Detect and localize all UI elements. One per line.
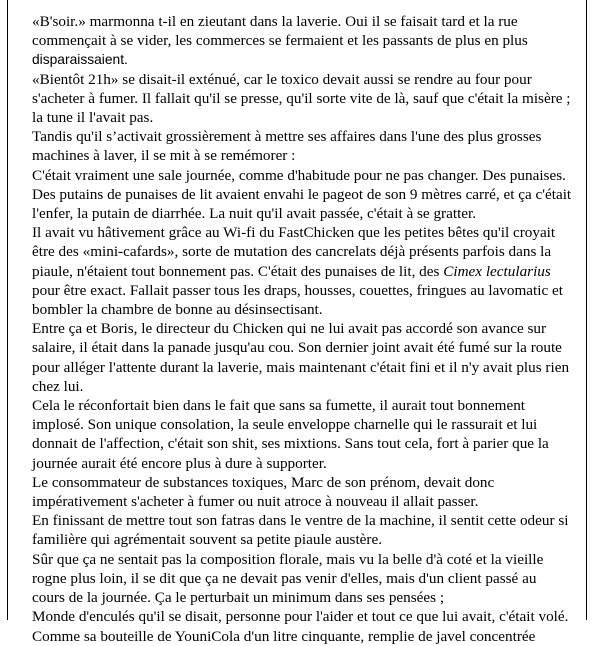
paragraph-5-after: pour être exact. Fallait passer tous les draps, housses, couettes, fringues au lavomatic et bombler la chambre de bonne au désinsectisant. <box>32 281 563 319</box>
species-name: Cimex lectularius <box>443 262 551 280</box>
paragraph-1 <box>32 12 572 70</box>
paragraph-4: C'était vraiment une sale journée, comme d'habitude pour ne pas changer. Des punaises. Des putains de punaises de lit avaient envahi le pageot de son 9 mètres carré, et ça c'était l'enfer, la putain de diarrhée. La nuit qu'il avait passée, c'était à se gratter. <box>32 166 572 223</box>
paragraph-6: Entre ça et Boris, le directeur du Chicken qui ne lui avait pas accordé son avance sur salaire, il était dans la panade jusqu'au cou. Son dernier joint avait été fumé sur la route pour alléger l'attente durant la laverie, mais maintenant c'était fini et il n'y avait plus rien chez lui. <box>32 320 570 395</box>
paragraph-11: Monde d'enculés qu'il se disait, personne pour l'aider et tout ce que lui avait, c'était volé. <box>32 608 569 626</box>
paragraph-3: Tandis qu'il s’activait grossièrement à mettre ses affaires dans l'une des plus grosses machines à laver, il se mit à se remémorer : <box>32 128 542 165</box>
paragraph-5-before: Il avait vu hâtivement grâce au Wi-fi du FastChicken que les petites bêtes qu'il croyait être des «mini-cafards», sorte de mutation des cancrelats déjà présents parfois dans la piaule, n'étaient tout bonnement pas. C'était des punaises de lit, des <box>32 224 556 280</box>
document-body <box>32 12 572 646</box>
paragraph-9: En finissant de mettre tout son fatras dans le ventre de la machine, il sentit cette odeur si familière qui agrémentait souvent sa petite piaule austère. <box>32 512 569 549</box>
paragraph-7: Cela le réconfortait bien dans le fait que sans sa fumette, il aurait tout bonnement implosé. Son unique consolation, la seule enveloppe charnelle qui le rassurait et lui donnait de l'affection, c'était son shit, ses mixtions. Sans tout cela, fort à parier que la journée aurait été encore plus à dure à supporter. <box>32 397 549 472</box>
paragraph-1-tail: disparaissaient. <box>32 52 128 68</box>
paragraph-10: Sûr que ça ne sentait pas la composition florale, mais vu la belle d'à coté et la vieille rogne plus loin, il se dit que ça ne devait pas venir d'elles, mais d'un client passé au cours de la journée. Ça le perturbait un minimum dans ses pensées ; <box>32 550 544 607</box>
paragraph-8: Le consommateur de substances toxiques, Marc de son prénom, devait donc impérativement s'acheter à fumer ou nuit atroce à nouveau il allait passer. <box>32 473 495 511</box>
paragraph-5 <box>32 223 572 319</box>
paragraph-1-text: «B'soir.» marmonna t-il en zieutant dans la laverie. Oui il se faisait tard et la rue commençait à se vider, les commerces se fermaient et les passants de plus en plus <box>32 13 528 50</box>
paragraph-2: «Bientôt 21h» se disait-il exténué, car le toxico devait aussi se rendre au four pour s'acheter à fumer. Il fallait qu'il se presse, qu'il sorte vite de là, sauf que c'était la misère ; la tune il l'avait pas. <box>32 70 571 127</box>
paragraph-12: Comme sa bouteille de YouniCola d'un litre cinquante, remplie de javel concentrée <box>32 627 536 645</box>
